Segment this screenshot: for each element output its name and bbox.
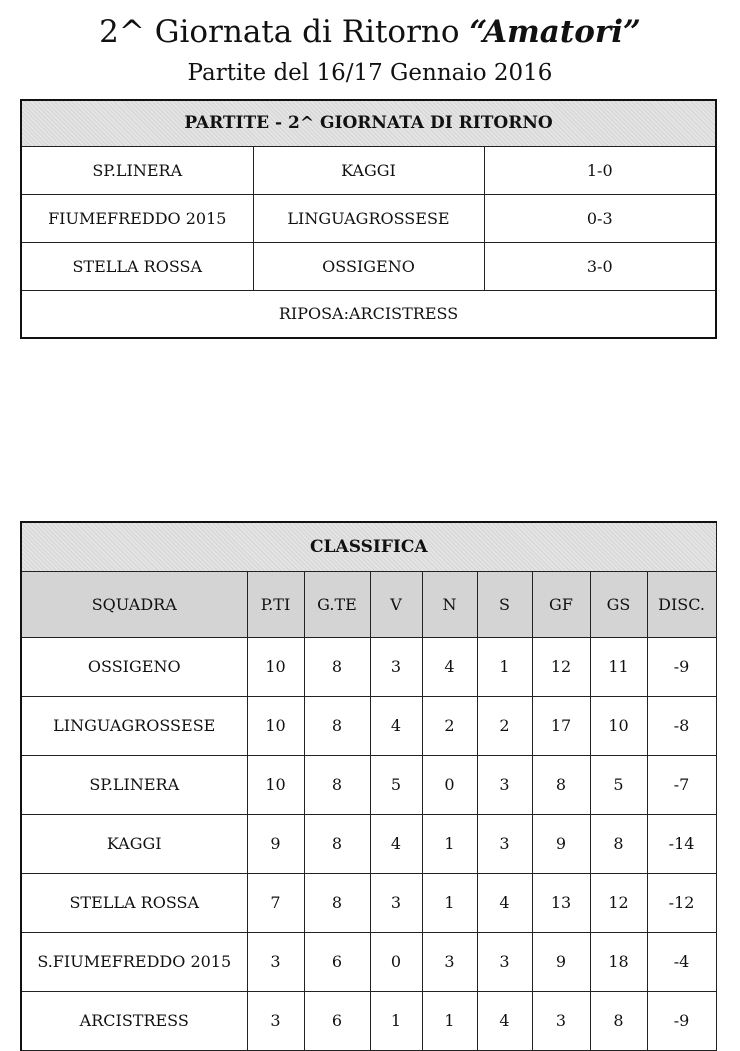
played-cell: 8 — [304, 814, 370, 873]
points-cell: 10 — [247, 755, 304, 814]
page-subtitle: Partite del 16/17 Gennaio 2016 — [187, 60, 553, 86]
draws-cell: 2 — [422, 696, 477, 755]
column-header-goals-against: GS — [590, 571, 647, 637]
team-name-cell: ARCISTRESS — [21, 991, 247, 1050]
draws-cell: 1 — [422, 814, 477, 873]
losses-cell: 1 — [477, 637, 532, 696]
goals-against-cell: 5 — [590, 755, 647, 814]
discipline-cell: -9 — [647, 637, 716, 696]
column-header-goals-for: GF — [532, 571, 590, 637]
match-away-team: OSSIGENO — [253, 242, 484, 290]
wins-cell: 4 — [370, 696, 422, 755]
column-header-team: SQUADRA — [21, 571, 247, 637]
goals-for-cell: 9 — [532, 814, 590, 873]
team-name-cell: KAGGI — [21, 814, 247, 873]
match-home-team: SP.LINERA — [21, 146, 253, 194]
losses-cell: 4 — [477, 991, 532, 1050]
column-header-draws: N — [422, 571, 477, 637]
matches-table — [20, 99, 717, 339]
points-cell: 10 — [247, 696, 304, 755]
match-score: 0-3 — [484, 194, 716, 242]
draws-cell: 3 — [422, 932, 477, 991]
wins-cell: 3 — [370, 873, 422, 932]
played-cell: 6 — [304, 932, 370, 991]
resting-team: RIPOSA:ARCISTRESS — [21, 290, 716, 338]
standings-row — [21, 814, 716, 873]
match-score: 3-0 — [484, 242, 716, 290]
goals-against-cell: 12 — [590, 873, 647, 932]
points-cell: 3 — [247, 991, 304, 1050]
standings-column-headers — [21, 571, 716, 637]
goals-against-cell: 11 — [590, 637, 647, 696]
discipline-cell: -8 — [647, 696, 716, 755]
wins-cell: 4 — [370, 814, 422, 873]
goals-against-cell: 18 — [590, 932, 647, 991]
goals-against-cell: 8 — [590, 814, 647, 873]
standings-row — [21, 991, 716, 1050]
goals-against-cell: 10 — [590, 696, 647, 755]
points-cell: 7 — [247, 873, 304, 932]
played-cell: 8 — [304, 696, 370, 755]
draws-cell: 1 — [422, 873, 477, 932]
match-home-team: STELLA ROSSA — [21, 242, 253, 290]
goals-for-cell: 17 — [532, 696, 590, 755]
column-header-wins: V — [370, 571, 422, 637]
goals-for-cell: 8 — [532, 755, 590, 814]
played-cell: 8 — [304, 637, 370, 696]
standings-row — [21, 873, 716, 932]
team-name-cell: LINGUAGROSSESE — [21, 696, 247, 755]
column-header-losses: S — [477, 571, 532, 637]
losses-cell: 3 — [477, 755, 532, 814]
match-row — [21, 194, 716, 242]
match-score: 1-0 — [484, 146, 716, 194]
matches-heading: PARTITE - 2^ GIORNATA DI RITORNO — [21, 100, 716, 146]
standings-heading: CLASSIFICA — [21, 522, 716, 571]
draws-cell: 4 — [422, 637, 477, 696]
losses-cell: 2 — [477, 696, 532, 755]
discipline-cell: -12 — [647, 873, 716, 932]
team-name-cell: STELLA ROSSA — [21, 873, 247, 932]
played-cell: 6 — [304, 991, 370, 1050]
match-row — [21, 242, 716, 290]
match-row — [21, 146, 716, 194]
standings-row — [21, 696, 716, 755]
standings-row — [21, 755, 716, 814]
standings-body — [21, 637, 716, 1050]
losses-cell: 3 — [477, 814, 532, 873]
wins-cell: 1 — [370, 991, 422, 1050]
discipline-cell: -14 — [647, 814, 716, 873]
column-header-discipline: DISC. — [647, 571, 716, 637]
played-cell: 8 — [304, 873, 370, 932]
standings-row — [21, 932, 716, 991]
standings-row — [21, 637, 716, 696]
wins-cell: 5 — [370, 755, 422, 814]
team-name-cell: SP.LINERA — [21, 755, 247, 814]
column-header-played: G.TE — [304, 571, 370, 637]
page-title — [0, 12, 740, 52]
points-cell: 9 — [247, 814, 304, 873]
draws-cell: 1 — [422, 991, 477, 1050]
goals-for-cell: 3 — [532, 991, 590, 1050]
losses-cell: 4 — [477, 873, 532, 932]
match-away-team: KAGGI — [253, 146, 484, 194]
points-cell: 10 — [247, 637, 304, 696]
goals-against-cell: 8 — [590, 991, 647, 1050]
goals-for-cell: 12 — [532, 637, 590, 696]
losses-cell: 3 — [477, 932, 532, 991]
discipline-cell: -9 — [647, 991, 716, 1050]
standings-table — [20, 521, 717, 1051]
discipline-cell: -4 — [647, 932, 716, 991]
title-category: “Amatori” — [469, 14, 641, 50]
goals-for-cell: 13 — [532, 873, 590, 932]
points-cell: 3 — [247, 932, 304, 991]
draws-cell: 0 — [422, 755, 477, 814]
wins-cell: 0 — [370, 932, 422, 991]
column-header-points: P.TI — [247, 571, 304, 637]
team-name-cell: S.FIUMEFREDDO 2015 — [21, 932, 247, 991]
wins-cell: 3 — [370, 637, 422, 696]
match-away-team: LINGUAGROSSESE — [253, 194, 484, 242]
played-cell: 8 — [304, 755, 370, 814]
team-name-cell: OSSIGENO — [21, 637, 247, 696]
match-home-team: FIUMEFREDDO 2015 — [21, 194, 253, 242]
title-main: 2^ Giornata di Ritorno — [99, 14, 470, 50]
discipline-cell: -7 — [647, 755, 716, 814]
goals-for-cell: 9 — [532, 932, 590, 991]
